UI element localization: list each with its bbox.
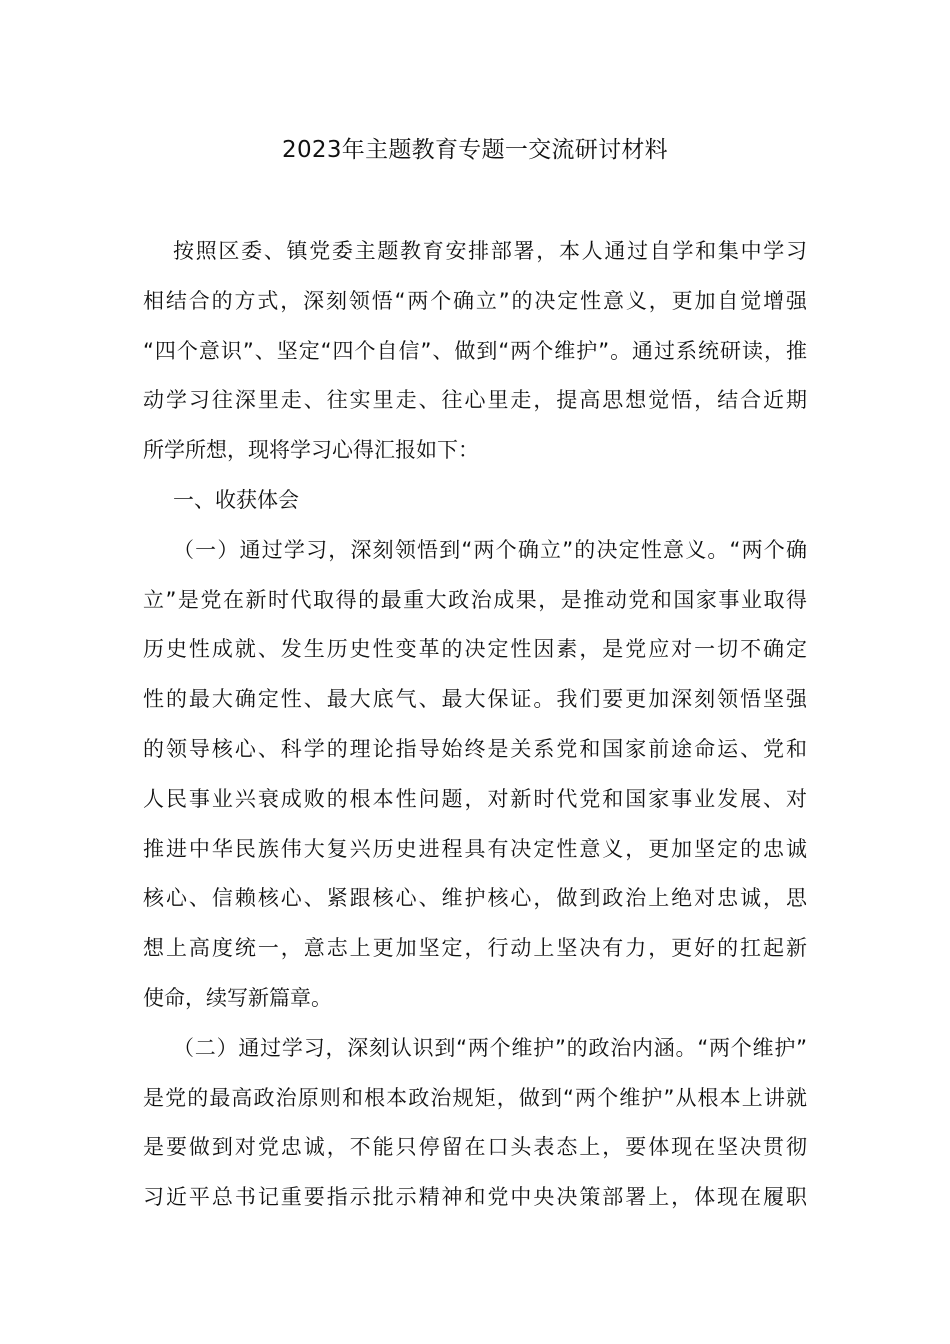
paragraph-line: 性的最大确定性、最大底气、最大保证。我们要更加深刻领悟坚强: [143, 687, 807, 712]
paragraph-line: 按照区委、镇党委主题教育安排部署，本人通过自学和集中学习: [173, 239, 807, 263]
paragraph-line: 立”是党在新时代取得的最重大政治成果，是推动党和国家事业取得: [143, 587, 807, 612]
paragraph-line: 人民事业兴衰成败的根本性问题，对新时代党和国家事业发展、对: [143, 786, 807, 811]
paragraph-line: 所学所想，现将学习心得汇报如下：: [143, 438, 479, 463]
paragraph-line: 推进中华民族伟大复兴历史进程具有决定性意义，更加坚定的忠诚: [143, 836, 807, 861]
paragraph-line: 相结合的方式，深刻领悟“两个确立”的决定性意义，更加自觉增强: [143, 288, 807, 313]
document-body: [143, 227, 807, 1223]
document-title: 2023年主题教育专题一交流研讨材料: [282, 137, 668, 163]
paragraph-line: 动学习往深里走、往实里走、往心里走，提高思想觉悟，结合近期: [143, 388, 807, 413]
paragraph-line: （一）通过学习，深刻领悟到“两个确立”的决定性意义。“两个确: [173, 537, 807, 562]
paragraph-line: 的领导核心、科学的理论指导始终是关系党和国家前途命运、党和: [143, 736, 807, 761]
paragraph-line: 核心、信赖核心、紧跟核心、维护核心，做到政治上绝对忠诚，思: [143, 886, 807, 911]
paragraph-line: 是要做到对党忠诚，不能只停留在口头表态上，要体现在坚决贯彻: [143, 1135, 807, 1160]
paragraph-line: （二）通过学习，深刻认识到“两个维护”的政治内涵。“两个维护”: [173, 1035, 807, 1060]
paragraph-line: “四个意识”、坚定“四个自信”、做到“两个维护”。通过系统研读，推: [143, 338, 807, 363]
paragraph-line: 使命，续写新篇章。: [143, 985, 332, 1010]
section-heading: 一、收获体会: [173, 487, 299, 512]
paragraph-line: 想上高度统一，意志上更加坚定，行动上坚决有力，更好的扛起新: [143, 936, 807, 961]
paragraph-line: 习近平总书记重要指示批示精神和党中央决策部署上，体现在履职: [143, 1185, 807, 1210]
paragraph-line: 历史性成就、发生历史性变革的决定性因素，是党应对一切不确定: [143, 637, 807, 662]
paragraph-line: 是党的最高政治原则和根本政治规矩，做到“两个维护”从根本上讲就: [143, 1085, 807, 1110]
